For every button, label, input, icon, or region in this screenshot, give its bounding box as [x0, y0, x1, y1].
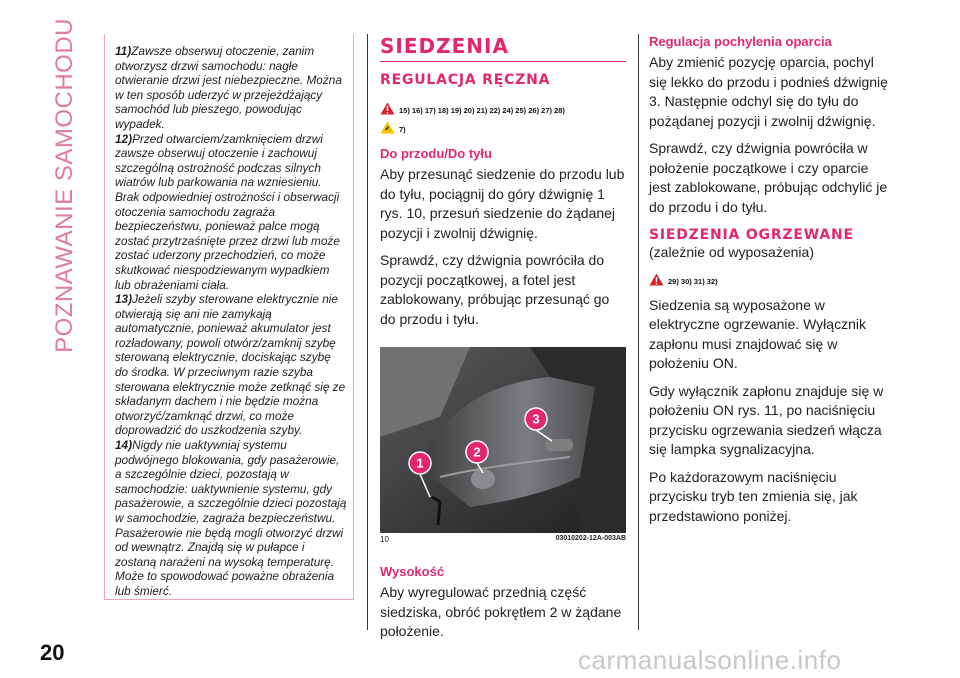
warning-references: 29) 30) 31) 32): [649, 273, 889, 286]
warning-11: 11)Zawsze obserwuj otoczenie, zanim otworzysz drzwi samochodu: nagłe otwieranie drzwi jest niebezpieczne. Można w ten sposób uderzyć w przejeżdżający samochód lub pieszego, powodując wypadek.: [115, 44, 342, 131]
paragraph: Sprawdź, czy dźwignia powróciła do pozycji początkowej, a fotel jest zablokowany, próbując przesunąć go do przodu i tyłu.: [380, 252, 610, 327]
watermark: carmanualsonline.info: [578, 645, 842, 675]
seat-photo: [380, 347, 626, 533]
figure-number: 10: [380, 535, 389, 544]
caution-triangle-icon: [380, 121, 395, 134]
heading-forward-backward: Do przodu/Do tyłu: [380, 146, 492, 161]
heated-seats-subtitle: (zależnie od wyposażenia): [649, 244, 814, 260]
warning-12: 12)Przed otwarciem/zamknięciem drzwi zawsze obserwuj otoczenie i zachowuj szczególną ostrożność podczas silnych wiatrów lub parkowania na wzniesieniu. Brak odpowiedniej ostrożności i obserwacji otoczenia samochodu zagraża bezpieczeństwu, ponieważ palce mogą zostać przytrzaśnięte przez drzwi lub może zostać uderzony przechodzień, co może skutkować niespodziewanym wypadkiem lub obrażeniami ciała.: [115, 131, 340, 292]
section-title: SIEDZENIA: [380, 34, 626, 62]
paragraph: Aby przesunąć siedzenie do przodu lub do tyłu, pociągnij do góry dźwignię 1 rys. 10, przesuń siedzenie do żądanej pozycji i zwolnij dźwignię.: [380, 166, 625, 241]
heading-backrest: Regulacja pochylenia oparcia: [649, 34, 832, 49]
backrest-column: [649, 34, 889, 526]
figure-caption: [380, 535, 626, 544]
subsection-title: REGULACJA RĘCZNA: [380, 72, 551, 88]
callout-1: 1: [416, 455, 424, 471]
warning-triangle-icon: [649, 273, 664, 286]
paragraph: Aby wyregulować przednią część siedziska, obróć pokrętłem 2 w żądane położenie.: [380, 584, 622, 639]
heading-height: Wysokość: [380, 564, 445, 579]
callout-3: 3: [532, 411, 540, 427]
column-divider: [638, 34, 639, 630]
column-divider: [367, 34, 368, 630]
warnings-box: [104, 34, 354, 600]
paragraph: Po każdorazowym naciśnięciu przycisku tryb ten zmienia się, jak przedstawiono poniżej.: [649, 468, 858, 524]
warning-14: 14)Nigdy nie uaktywniaj systemu podwójnego blokowania, gdy pasażerowie, a szczególnie dzieci, pozostają w samochodzie: uaktywnienie systemu, gdy pasażerowie, a szczególnie dzieci pozostają w samochodzie, zagraża bezpieczeństwu. Pasażerowie nie będą mogli otworzyć drzwi od wewnątrz. Znajdą się w pułapce i zostaną narażeni na wysoką temperaturę. Może to spowodować poważne obrażenia lub śmierć.: [115, 438, 347, 598]
figure-code: 03010202-12A-003AB: [555, 535, 626, 542]
page-number: 20: [40, 640, 65, 665]
seats-column: [380, 34, 626, 642]
warning-references: 15) 16) 17) 18) 19) 20) 21) 22) 24) 25) 26) 27) 28): [380, 102, 626, 115]
note-references: 7): [380, 121, 626, 134]
warning-13: 13)Jeżeli szyby sterowane elektrycznie nie otwierają się ani nie zamykają automatycznie, ponieważ akumulator jest rozładowany, powoli otwórz/zamknij szybę sterowaną elektrycznie, dociskając szybę do środka. W przeciwnym razie szyba sterowana elektrycznie może zetknąć się ze składanym dachem i nie będzie można otworzyć/zamknąć drzwi, co może doprowadzić do uszkodzenia szyby.: [115, 292, 346, 438]
paragraph: Aby zmienić pozycję oparcia, pochyl się lekko do przodu i podnieś dźwignię 3. Następnie odchyl się do tyłu do pożądanej pozycji i zwolnij dźwignię.: [649, 54, 888, 129]
callout-2: 2: [473, 444, 481, 460]
seat-figure: [380, 347, 626, 533]
section-side-label: POZNAWANIE SAMOCHODU: [51, 18, 78, 353]
paragraph: Siedzenia są wyposażone w elektryczne ogrzewanie. Wyłącznik zapłonu musi znajdować się w położeniu ON.: [649, 296, 866, 371]
paragraph: Gdy wyłącznik zapłonu znajduje się w położeniu ON rys. 11, po naciśnięciu przycisku ogrzewania siedzeń włącza się lampka sygnalizacyjna.: [649, 382, 884, 457]
heated-seats-title: SIEDZENIA OGRZEWANE: [649, 227, 854, 243]
warning-triangle-icon: [380, 102, 395, 115]
paragraph: Sprawdź, czy dźwignia powróciła w położenie początkowe i czy oparcie jest zablokowane, próbując odchylić je do przodu i do tyłu.: [649, 140, 888, 215]
